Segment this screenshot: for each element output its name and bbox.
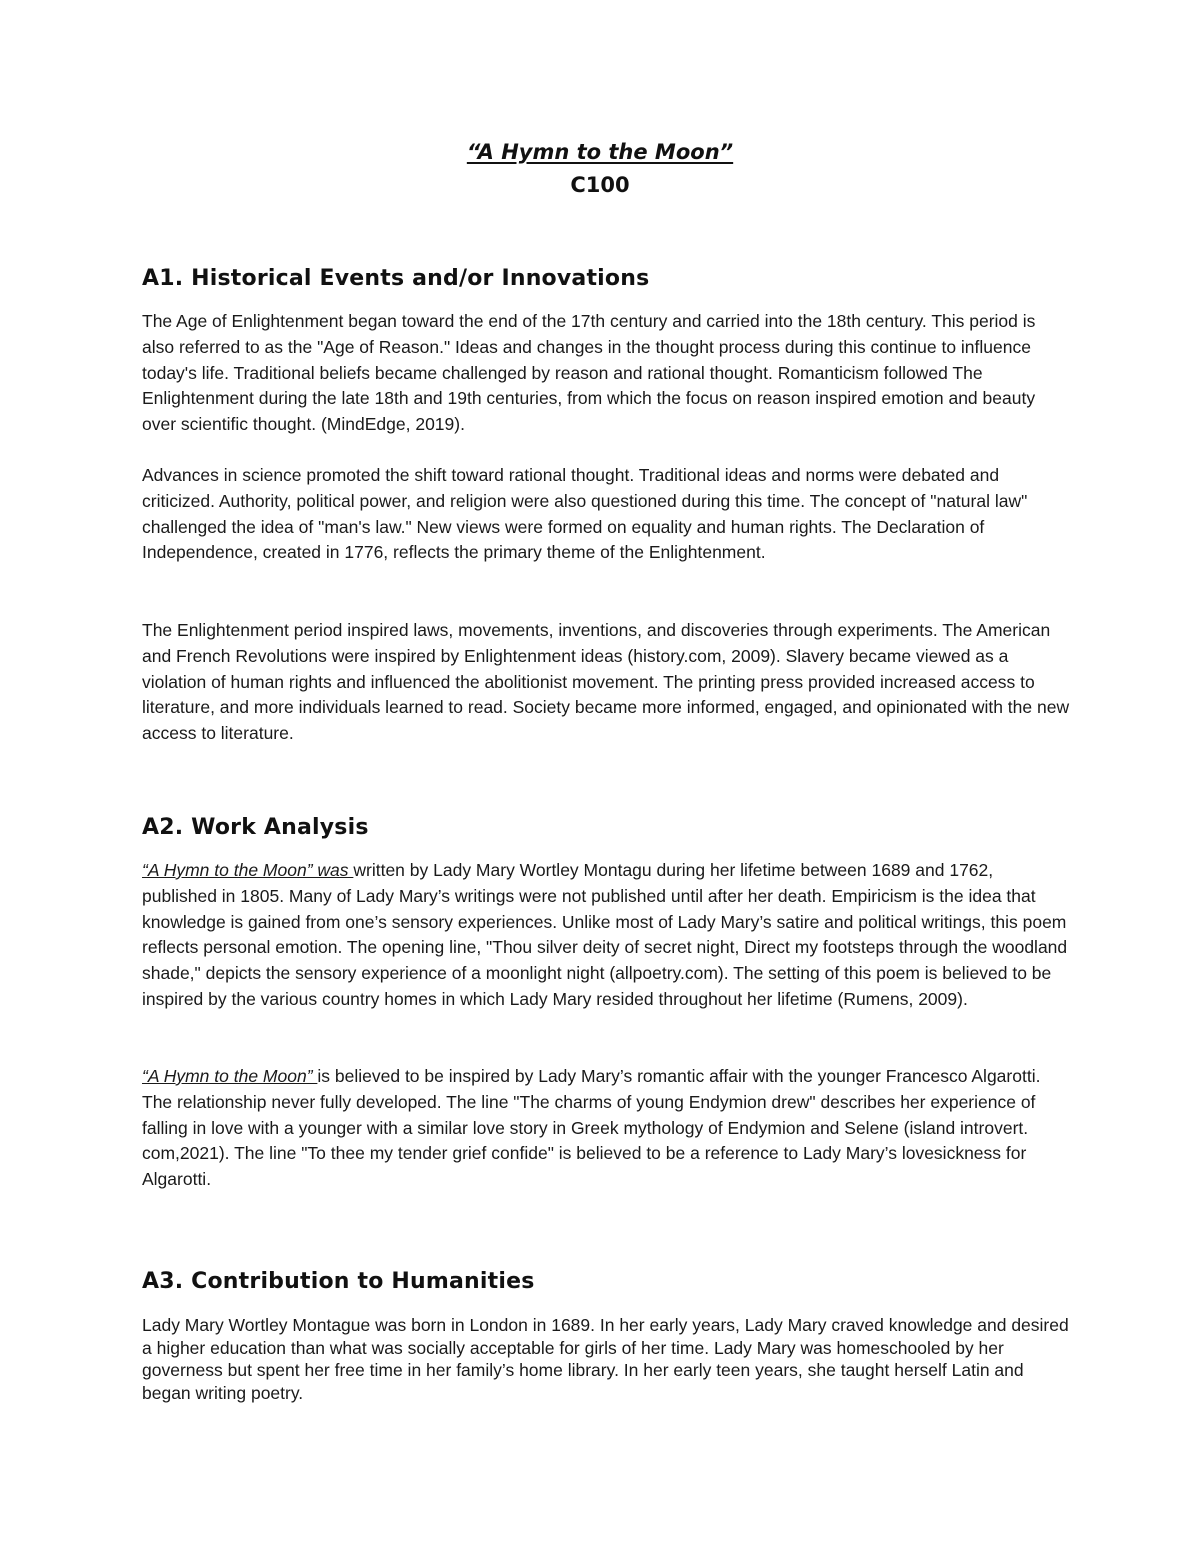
a2-paragraph-1 <box>142 858 1072 1013</box>
section-heading-a1: A1. Historical Events and/or Innovations <box>142 266 650 291</box>
a2-paragraph-1-text: written by Lady Mary Wortley Montagu during her lifetime between 1689 and 1762, published in 1805. Many of Lady Mary’s writings were not published until after her death. Empiricism is the idea that knowledge is gained from one’s sensory experiences. Unlike most of Lady Mary’s satire and political writings, this poem reflects personal emotion. The opening line, "Thou silver deity of secret night, Direct my footsteps through the woodland shade," depicts the sensory experience of a moonlight night (allpoetry.com). The setting of this poem is believed to be inspired by the various country homes in which Lady Mary resided throughout her lifetime (Rumens, 2009). <box>142 860 1068 1009</box>
section-heading-a3: A3. Contribution to Humanities <box>142 1269 535 1294</box>
document-title-text: “A Hymn to the Moon” <box>466 140 734 164</box>
section-heading-a2: A2. Work Analysis <box>142 815 369 840</box>
poem-title-reference: “A Hymn to the Moon” <box>142 1066 318 1086</box>
a1-paragraph-1: The Age of Enlightenment began toward the end of the 17th century and carried into the 18th century. This period is also referred to as the "Age of Reason." Ideas and changes in the thought process during this continue to influence today's life. Traditional beliefs became challenged by reason and rational thought. Romanticism followed The Enlightenment during the late 18th and 19th centuries, from which the focus on reason inspired emotion and beauty over scientific thought. (MindEdge, 2019). <box>142 311 1036 435</box>
course-code: C100 <box>570 173 630 197</box>
a1-paragraph-3: The Enlightenment period inspired laws, movements, inventions, and discoveries through experiments. The American and French Revolutions were inspired by Enlightenment ideas (history.com, 2009). Slavery became viewed as a violation of human rights and influenced the abolitionist movement. The printing press provided increased access to literature, and more individuals learned to read. Society became more informed, engaged, and opinionated with the new access to literature. <box>142 620 1070 744</box>
document-title <box>0 140 1200 164</box>
a3-paragraph-1: Lady Mary Wortley Montague was born in London in 1689. In her early years, Lady Mary craved knowledge and desired a higher education than what was socially acceptable for girls of her time. Lady Mary was homeschooled by her governess but spent her free time in her family’s home library. In her early teen years, she taught herself Latin and began writing poetry. <box>142 1315 1069 1403</box>
a2-paragraph-2 <box>142 1064 1072 1193</box>
a1-paragraph-2: Advances in science promoted the shift toward rational thought. Traditional ideas and norms were debated and criticized. Authority, political power, and religion were also questioned during this time. The concept of "natural law" challenged the idea of "man's law." New views were formed on equality and human rights. The Declaration of Independence, created in 1776, reflects the primary theme of the Enlightenment. <box>142 465 1028 563</box>
poem-title-reference: “A Hymn to the Moon” was <box>142 860 354 880</box>
a2-paragraph-2-text: is believed to be inspired by Lady Mary’s romantic affair with the younger Francesco Algarotti. The relationship never fully developed. The line "The charms of young Endymion drew" describes her experience of falling in love with a younger with a similar love story in Greek mythology of Endymion and Selene (island introvert. com,2021). The line "To thee my tender grief confide" is believed to be a reference to Lady Mary’s lovesickness for Algarotti. <box>142 1066 1041 1190</box>
